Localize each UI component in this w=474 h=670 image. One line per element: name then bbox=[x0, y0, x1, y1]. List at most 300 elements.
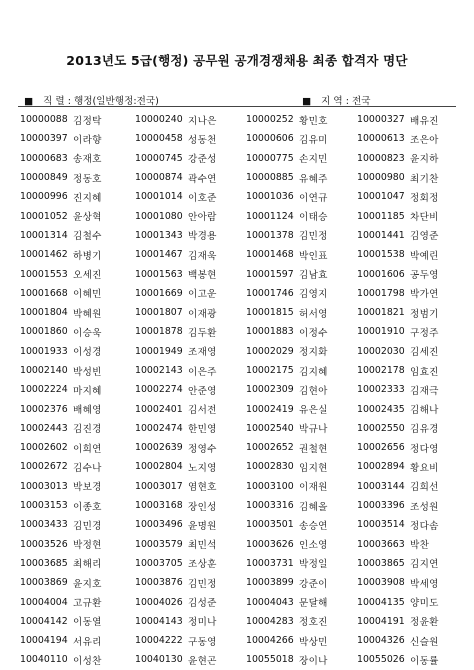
candidate-name: 오세진 bbox=[73, 270, 102, 282]
exam-number: 10040130 bbox=[135, 654, 183, 666]
candidate-entry bbox=[20, 245, 135, 264]
position-category-info bbox=[24, 93, 159, 107]
candidate-name: 강준성 bbox=[188, 154, 217, 166]
candidate-entry bbox=[246, 129, 357, 148]
exam-number: 10004283 bbox=[246, 615, 294, 627]
candidate-entry bbox=[246, 149, 357, 168]
candidate-name: 윤명원 bbox=[188, 520, 217, 532]
candidate-name: 노지영 bbox=[188, 462, 217, 474]
candidate-name: 김현아 bbox=[299, 385, 328, 397]
exam-number: 10001052 bbox=[20, 210, 68, 222]
candidate-entry bbox=[135, 284, 246, 303]
candidate-entry bbox=[20, 187, 135, 206]
candidate-entry bbox=[246, 419, 357, 438]
candidate-name: 황요비 bbox=[410, 462, 439, 474]
candidate-name: 고규환 bbox=[73, 598, 102, 610]
exam-number: 10003579 bbox=[135, 538, 183, 550]
candidate-name: 이동률 bbox=[410, 655, 439, 667]
candidate-entry bbox=[20, 612, 135, 631]
candidate-name: 정미나 bbox=[188, 617, 217, 629]
exam-number: 10002178 bbox=[357, 365, 405, 376]
candidate-entry bbox=[135, 592, 246, 611]
candidate-entry bbox=[357, 515, 464, 534]
exam-number: 10003100 bbox=[246, 480, 294, 492]
candidate-entry bbox=[20, 206, 135, 225]
candidate-name: 김정탁 bbox=[73, 115, 102, 127]
candidate-name: 박보경 bbox=[73, 482, 102, 494]
candidate-entry bbox=[20, 592, 135, 611]
candidate-name: 김영준 bbox=[410, 231, 439, 243]
exam-number: 10002656 bbox=[357, 442, 405, 454]
exam-number: 10002602 bbox=[20, 442, 68, 454]
candidate-name: 임지현 bbox=[299, 462, 328, 474]
exam-number: 10004004 bbox=[20, 596, 68, 608]
candidate-name: 장인성 bbox=[188, 501, 217, 513]
candidate-entry bbox=[20, 515, 135, 534]
exam-number: 10000745 bbox=[135, 152, 183, 164]
candidate-name: 최해리 bbox=[73, 559, 102, 571]
candidate-entry bbox=[135, 515, 246, 534]
candidate-name: 이재원 bbox=[299, 482, 328, 494]
candidate-entry bbox=[135, 554, 246, 573]
exam-number: 10003865 bbox=[357, 557, 405, 569]
candidate-entry bbox=[20, 361, 135, 380]
candidate-name: 정범기 bbox=[410, 308, 439, 320]
candidate-entry bbox=[246, 457, 357, 476]
candidate-entry bbox=[246, 477, 357, 496]
exam-number: 10003663 bbox=[357, 538, 405, 550]
candidate-name: 인소영 bbox=[299, 540, 328, 552]
exam-number: 10000885 bbox=[246, 172, 294, 184]
exam-number: 10004194 bbox=[20, 635, 68, 647]
exam-number: 10003396 bbox=[357, 500, 405, 512]
candidate-entry bbox=[135, 573, 246, 592]
candidate-entry bbox=[135, 380, 246, 399]
candidate-name: 박정일 bbox=[299, 559, 328, 571]
candidate-entry bbox=[135, 206, 246, 225]
candidate-name: 안아람 bbox=[188, 212, 217, 224]
exam-number: 10000996 bbox=[20, 191, 68, 203]
candidate-name: 김지연 bbox=[410, 559, 439, 571]
candidate-entry bbox=[357, 399, 464, 418]
candidate-name: 배유진 bbox=[410, 115, 439, 127]
exam-number: 10000849 bbox=[20, 172, 68, 184]
exam-number: 10002830 bbox=[246, 461, 294, 473]
exam-number: 10003626 bbox=[246, 538, 294, 550]
candidate-entry bbox=[357, 592, 464, 611]
document-title: 2013년도 5급(행정) 공무원 공개경쟁채용 최종 합격자 명단 bbox=[66, 53, 408, 68]
candidate-name: 박혜원 bbox=[73, 308, 102, 320]
exam-number: 10004222 bbox=[135, 635, 183, 647]
candidate-entry bbox=[135, 535, 246, 554]
candidate-entry bbox=[135, 129, 246, 148]
candidate-name: 정호진 bbox=[299, 617, 328, 629]
exam-number: 10002550 bbox=[357, 422, 405, 434]
exam-number: 10004135 bbox=[357, 596, 405, 608]
candidate-entry bbox=[20, 631, 135, 650]
exam-number: 10002143 bbox=[135, 365, 183, 376]
candidate-entry bbox=[246, 245, 357, 264]
candidate-entry bbox=[357, 303, 464, 322]
bullet-square-icon: ■ bbox=[302, 96, 312, 107]
candidate-name: 윤상혁 bbox=[73, 212, 102, 224]
successful-candidates-list bbox=[20, 110, 464, 670]
candidate-name: 이재광 bbox=[188, 308, 217, 320]
candidate-entry bbox=[20, 284, 135, 303]
candidate-entry bbox=[357, 284, 464, 303]
candidate-name: 이라향 bbox=[73, 134, 102, 146]
exam-number: 10001468 bbox=[246, 249, 294, 261]
candidate-name: 김서전 bbox=[188, 405, 217, 417]
candidate-entry bbox=[20, 496, 135, 515]
candidate-name: 윤지하 bbox=[410, 154, 439, 166]
candidate-entry bbox=[246, 515, 357, 534]
candidate-name: 박찬 bbox=[410, 540, 430, 552]
exam-number: 10003017 bbox=[135, 480, 183, 492]
candidate-name: 박인표 bbox=[299, 250, 328, 262]
exam-number: 10001804 bbox=[20, 307, 68, 319]
candidate-entry bbox=[135, 650, 246, 669]
candidate-entry bbox=[135, 612, 246, 631]
exam-number: 10001815 bbox=[246, 307, 294, 319]
candidate-name: 김희선 bbox=[410, 482, 439, 494]
exam-number: 10003514 bbox=[357, 519, 405, 531]
exam-number: 10001047 bbox=[357, 191, 405, 203]
candidate-entry bbox=[357, 226, 464, 245]
candidate-name: 김재극 bbox=[410, 385, 439, 397]
candidate-name: 최기찬 bbox=[410, 173, 439, 185]
candidate-entry bbox=[135, 342, 246, 361]
exam-number: 10001462 bbox=[20, 249, 68, 261]
exam-number: 10003153 bbox=[20, 500, 68, 512]
exam-number: 10001343 bbox=[135, 229, 183, 241]
region-info bbox=[302, 93, 371, 107]
candidate-name: 권철현 bbox=[299, 443, 328, 455]
candidate-entry bbox=[357, 535, 464, 554]
exam-number: 10000088 bbox=[20, 114, 68, 126]
candidate-entry bbox=[135, 264, 246, 283]
candidate-name: 손지민 bbox=[299, 154, 328, 166]
exam-number: 10000683 bbox=[20, 152, 68, 164]
candidate-entry bbox=[20, 168, 135, 187]
candidate-entry bbox=[135, 477, 246, 496]
candidate-entry bbox=[135, 457, 246, 476]
candidate-name: 박성빈 bbox=[73, 366, 102, 378]
exam-number: 10002333 bbox=[357, 384, 405, 396]
candidate-entry bbox=[357, 554, 464, 573]
candidate-entry bbox=[20, 264, 135, 283]
candidate-entry bbox=[135, 361, 246, 380]
candidate-name: 유은실 bbox=[299, 405, 328, 417]
candidate-entry bbox=[20, 149, 135, 168]
exam-number: 10003013 bbox=[20, 480, 68, 492]
candidate-name: 조성원 bbox=[410, 501, 439, 513]
candidate-entry bbox=[20, 573, 135, 592]
candidate-name: 유혜주 bbox=[299, 173, 328, 185]
candidate-name: 이호준 bbox=[188, 192, 217, 204]
exam-number: 10003144 bbox=[357, 480, 405, 492]
candidate-entry bbox=[135, 419, 246, 438]
candidate-name: 김수나 bbox=[73, 462, 102, 474]
exam-number: 10002401 bbox=[135, 403, 183, 415]
candidate-name: 문달해 bbox=[299, 598, 328, 610]
candidate-name: 김철수 bbox=[73, 231, 102, 243]
candidate-entry bbox=[357, 477, 464, 496]
exam-number: 10001878 bbox=[135, 326, 183, 338]
candidate-name: 허서영 bbox=[299, 308, 328, 320]
candidate-entry bbox=[246, 535, 357, 554]
candidate-name: 곽수연 bbox=[188, 173, 217, 185]
exam-number: 10004043 bbox=[246, 596, 294, 608]
candidate-name: 박가연 bbox=[410, 289, 439, 301]
candidate-name: 이연규 bbox=[299, 192, 328, 204]
candidate-entry bbox=[357, 612, 464, 631]
exam-number: 10001036 bbox=[246, 191, 294, 203]
exam-number: 10001669 bbox=[135, 287, 183, 299]
exam-number: 10000240 bbox=[135, 114, 183, 126]
candidate-name: 백봉현 bbox=[188, 270, 217, 282]
candidate-name: 마지혜 bbox=[73, 385, 102, 397]
exam-number: 10001949 bbox=[135, 345, 183, 357]
exam-number: 10001467 bbox=[135, 249, 183, 261]
candidate-entry bbox=[246, 361, 357, 380]
candidate-name: 황민호 bbox=[299, 115, 328, 127]
candidate-entry bbox=[246, 110, 357, 129]
candidate-name: 정회정 bbox=[410, 192, 439, 204]
candidate-name: 공두영 bbox=[410, 270, 439, 282]
exam-number: 10002376 bbox=[20, 403, 68, 415]
exam-number: 10004191 bbox=[357, 615, 405, 627]
exam-number: 10001185 bbox=[357, 210, 405, 222]
candidate-name: 이은주 bbox=[188, 366, 217, 378]
exam-number: 10003526 bbox=[20, 538, 68, 550]
candidate-name: 김유미 bbox=[299, 134, 328, 146]
candidate-entry bbox=[20, 226, 135, 245]
exam-number: 10000823 bbox=[357, 152, 405, 164]
exam-number: 10003316 bbox=[246, 500, 294, 512]
candidate-name: 정다영 bbox=[410, 443, 439, 455]
exam-number: 10004143 bbox=[135, 615, 183, 627]
candidate-entry bbox=[20, 322, 135, 341]
exam-number: 10001124 bbox=[246, 210, 294, 222]
candidate-entry bbox=[246, 342, 357, 361]
candidate-name: 장이나 bbox=[299, 655, 328, 667]
candidate-name: 정지화 bbox=[299, 347, 328, 359]
candidate-name: 정동호 bbox=[73, 173, 102, 185]
candidate-entry bbox=[246, 399, 357, 418]
exam-number: 10002474 bbox=[135, 422, 183, 434]
exam-number: 10004026 bbox=[135, 596, 183, 608]
exam-number: 10001553 bbox=[20, 268, 68, 280]
exam-number: 10000397 bbox=[20, 133, 68, 145]
exam-number: 10002804 bbox=[135, 461, 183, 473]
exam-number: 10002030 bbox=[357, 345, 405, 357]
candidate-entry bbox=[357, 438, 464, 457]
candidate-name: 이태승 bbox=[299, 212, 328, 224]
candidate-name: 박상민 bbox=[299, 636, 328, 648]
exam-number: 10002175 bbox=[246, 365, 294, 376]
candidate-entry bbox=[135, 631, 246, 650]
exam-number: 10000874 bbox=[135, 172, 183, 184]
candidate-entry bbox=[246, 592, 357, 611]
exam-number: 10000980 bbox=[357, 172, 405, 184]
candidate-name: 김진경 bbox=[73, 424, 102, 436]
exam-number: 10001910 bbox=[357, 326, 405, 338]
candidate-name: 강준이 bbox=[299, 578, 328, 590]
candidate-entry bbox=[135, 168, 246, 187]
candidate-entry bbox=[357, 361, 464, 380]
candidate-entry bbox=[357, 457, 464, 476]
candidate-name: 김영지 bbox=[299, 289, 328, 301]
candidate-name: 신슬원 bbox=[410, 636, 439, 648]
candidate-name: 정영수 bbox=[188, 443, 217, 455]
candidate-name: 정다솜 bbox=[410, 520, 439, 532]
candidate-entry bbox=[246, 303, 357, 322]
candidate-entry bbox=[135, 110, 246, 129]
candidate-name: 구동영 bbox=[188, 636, 217, 648]
candidate-entry bbox=[135, 322, 246, 341]
candidate-name: 김혜올 bbox=[299, 501, 328, 513]
exam-number: 10001798 bbox=[357, 287, 405, 299]
exam-number: 10001538 bbox=[357, 249, 405, 261]
exam-number: 10001014 bbox=[135, 191, 183, 203]
candidate-entry bbox=[357, 168, 464, 187]
candidate-name: 김두환 bbox=[188, 327, 217, 339]
exam-number: 10002443 bbox=[20, 422, 68, 434]
candidate-entry bbox=[20, 342, 135, 361]
candidate-name: 조상훈 bbox=[188, 559, 217, 571]
candidate-name: 차단비 bbox=[410, 212, 439, 224]
candidate-entry bbox=[357, 149, 464, 168]
candidate-entry bbox=[246, 206, 357, 225]
exam-number: 10004326 bbox=[357, 635, 405, 647]
candidate-entry bbox=[135, 438, 246, 457]
exam-number: 10002540 bbox=[246, 422, 294, 434]
candidate-name: 이승욱 bbox=[73, 327, 102, 339]
candidate-name: 이혜민 bbox=[73, 289, 102, 301]
candidate-entry bbox=[357, 650, 464, 669]
candidate-name: 배혜영 bbox=[73, 405, 102, 417]
candidate-name: 양미도 bbox=[410, 598, 439, 610]
candidate-entry bbox=[357, 496, 464, 515]
candidate-entry bbox=[20, 535, 135, 554]
candidate-name: 김재욱 bbox=[188, 250, 217, 262]
candidate-name: 이성경 bbox=[73, 347, 102, 359]
candidate-name: 임효진 bbox=[410, 366, 439, 378]
exam-number: 10003705 bbox=[135, 557, 183, 569]
candidate-name: 송재호 bbox=[73, 154, 102, 166]
candidate-name: 박예린 bbox=[410, 250, 439, 262]
candidate-name: 이희연 bbox=[73, 443, 102, 455]
exam-number: 10003168 bbox=[135, 500, 183, 512]
position-category-label: 직 렬 : 행정(일반행정:전국) bbox=[43, 96, 159, 107]
candidate-entry bbox=[20, 303, 135, 322]
candidate-entry bbox=[246, 264, 357, 283]
candidate-name: 염현호 bbox=[188, 482, 217, 494]
candidate-name: 김세진 bbox=[410, 347, 439, 359]
exam-number: 10002029 bbox=[246, 345, 294, 357]
exam-number: 10001597 bbox=[246, 268, 294, 280]
candidate-entry bbox=[20, 438, 135, 457]
candidate-entry bbox=[20, 477, 135, 496]
exam-number: 10001378 bbox=[246, 229, 294, 241]
exam-number: 10003869 bbox=[20, 577, 68, 589]
exam-number: 10003433 bbox=[20, 519, 68, 531]
candidate-entry bbox=[246, 322, 357, 341]
exam-number: 10002435 bbox=[357, 403, 405, 415]
candidate-entry bbox=[20, 419, 135, 438]
candidate-name: 김해나 bbox=[410, 405, 439, 417]
candidate-entry bbox=[246, 554, 357, 573]
candidate-entry bbox=[246, 631, 357, 650]
candidate-name: 김민정 bbox=[188, 578, 217, 590]
exam-number: 10002419 bbox=[246, 403, 294, 415]
candidate-entry bbox=[20, 129, 135, 148]
candidate-name: 구정주 bbox=[410, 327, 439, 339]
candidate-name: 김지혜 bbox=[299, 366, 328, 378]
exam-number: 10001441 bbox=[357, 229, 405, 241]
candidate-entry bbox=[246, 438, 357, 457]
candidate-entry bbox=[246, 284, 357, 303]
candidate-name: 김성준 bbox=[188, 598, 217, 610]
candidate-entry bbox=[246, 168, 357, 187]
candidate-name: 최민석 bbox=[188, 540, 217, 552]
candidate-name: 김민정 bbox=[299, 231, 328, 243]
bullet-square-icon: ■ bbox=[24, 96, 34, 107]
candidate-entry bbox=[20, 399, 135, 418]
candidate-name: 이동열 bbox=[73, 617, 102, 629]
exam-number: 10001606 bbox=[357, 268, 405, 280]
exam-number: 10003899 bbox=[246, 577, 294, 589]
candidate-entry bbox=[20, 650, 135, 669]
exam-number: 10004142 bbox=[20, 615, 68, 627]
candidate-entry bbox=[357, 322, 464, 341]
candidate-name: 하병기 bbox=[73, 250, 102, 262]
candidate-entry bbox=[135, 496, 246, 515]
candidate-name: 조은아 bbox=[410, 134, 439, 146]
exam-number: 10002672 bbox=[20, 461, 68, 473]
exam-number: 10040110 bbox=[20, 654, 68, 666]
exam-number: 10000606 bbox=[246, 133, 294, 145]
candidate-entry bbox=[357, 110, 464, 129]
candidate-name: 이종호 bbox=[73, 501, 102, 513]
candidate-entry bbox=[135, 226, 246, 245]
exam-number: 10002639 bbox=[135, 442, 183, 454]
exam-number: 10002309 bbox=[246, 384, 294, 396]
candidate-entry bbox=[246, 573, 357, 592]
candidate-entry bbox=[20, 554, 135, 573]
candidate-name: 박규나 bbox=[299, 424, 328, 436]
exam-number: 10003685 bbox=[20, 557, 68, 569]
exam-number: 10001746 bbox=[246, 287, 294, 299]
exam-number: 10001807 bbox=[135, 307, 183, 319]
candidate-name: 박경용 bbox=[188, 231, 217, 243]
candidate-entry bbox=[357, 631, 464, 650]
candidate-entry bbox=[357, 342, 464, 361]
candidate-entry bbox=[135, 245, 246, 264]
exam-number: 10003876 bbox=[135, 577, 183, 589]
exam-number: 10001080 bbox=[135, 210, 183, 222]
candidate-name: 박세영 bbox=[410, 578, 439, 590]
header-divider bbox=[18, 106, 456, 107]
candidate-entry bbox=[135, 399, 246, 418]
candidate-entry bbox=[20, 110, 135, 129]
exam-number: 10001314 bbox=[20, 229, 68, 241]
exam-number: 10003501 bbox=[246, 519, 294, 531]
region-label: 지 역 : 전국 bbox=[321, 96, 371, 107]
exam-number: 10055018 bbox=[246, 654, 294, 666]
exam-number: 10002274 bbox=[135, 384, 183, 396]
